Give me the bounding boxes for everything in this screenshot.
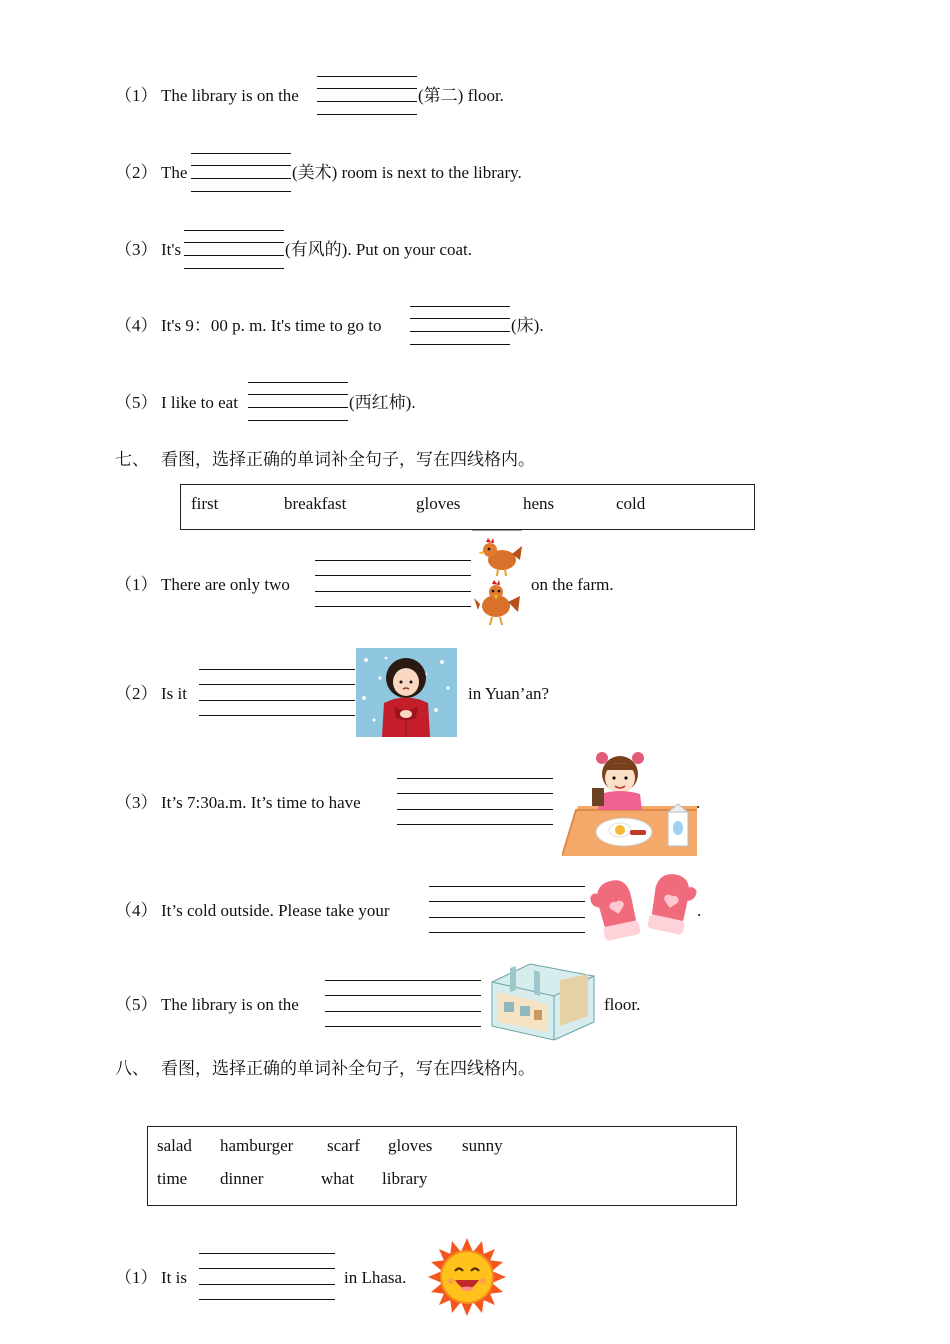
q-num: （1） [115,86,158,105]
q-text-after: floor. [604,995,641,1014]
word-bank-item: time [157,1169,188,1188]
q-hint: (有风的). Put on your coat. [285,240,472,259]
q-hint: (美术) room is next to the library. [292,163,522,182]
q-text-after: on the farm. [531,575,614,594]
q-num: （1） [115,575,158,594]
word-bank [180,484,755,530]
answer-four-lines[interactable] [199,669,355,717]
answer-four-lines[interactable] [429,886,585,934]
word-bank-item: sunny [462,1136,503,1155]
q-num: （2） [115,163,158,182]
word-bank-item: gloves [416,494,461,513]
q-hint: (西红柿). [349,393,416,412]
word-bank-item: hamburger [220,1136,294,1155]
section-number: 八、 [115,1059,149,1078]
q-text: The [161,163,188,182]
q-num: （5） [115,393,158,412]
gloves-picture [590,866,698,952]
answer-four-lines[interactable] [317,76,417,116]
q-text: It’s cold outside. Please take your [161,901,390,920]
q-text: It's [161,240,182,259]
word-bank-item: gloves [388,1136,433,1155]
answer-four-lines[interactable] [325,980,481,1028]
answer-four-lines[interactable] [410,306,510,346]
q-text: I like to eat [161,393,238,412]
q-num: （3） [115,793,158,812]
section-heading: 看图，选择正确的单词补全句子，写在四线格内。 [161,1059,535,1078]
q-text: It's 9：00 p. m. It's time to go to [161,316,382,335]
q-num: （4） [115,316,158,335]
word-bank-item: library [382,1169,428,1188]
q-text: It’s 7:30a.m. It’s time to have [161,793,361,812]
q-num: （4） [115,901,158,920]
word-bank-item: breakfast [284,494,347,513]
q-num: （1） [115,1268,158,1287]
hens-picture [472,530,524,630]
word-bank-item: cold [616,494,646,513]
q-text: It is [161,1268,187,1287]
q-num: （2） [115,684,158,703]
q-text-after: . [696,793,701,812]
q-hint: (第二) floor. [418,86,504,105]
section-heading: 看图，选择正确的单词补全句子，写在四线格内。 [161,450,535,469]
building-floor-picture [490,962,595,1042]
word-bank-item: dinner [220,1169,264,1188]
answer-four-lines[interactable] [199,1253,335,1301]
q-hint: (床). [511,316,544,335]
q-text-after: in Lhasa. [344,1268,407,1287]
answer-four-lines[interactable] [184,230,284,270]
section-number: 七、 [115,450,149,469]
sun-picture [428,1238,506,1316]
answer-four-lines[interactable] [191,153,291,193]
q-text-after: in Yuan’an? [468,684,550,703]
q-text: There are only two [161,575,290,594]
word-bank [147,1126,737,1206]
q-num: （5） [115,995,158,1014]
q-text: The library is on the [161,86,299,105]
word-bank-item: scarf [327,1136,361,1155]
word-bank-item: salad [157,1136,192,1155]
q-text: The library is on the [161,995,299,1014]
word-bank-item: what [321,1169,355,1188]
q-text: Is it [161,684,187,703]
q-num: （3） [115,240,158,259]
answer-four-lines[interactable] [248,382,348,422]
word-bank-item: hens [523,494,555,513]
answer-four-lines[interactable] [315,560,471,608]
cold-girl-picture [356,648,457,737]
breakfast-picture [562,748,697,856]
q-text-after: . [697,901,702,920]
word-bank-item: first [191,494,219,513]
answer-four-lines[interactable] [397,778,553,826]
